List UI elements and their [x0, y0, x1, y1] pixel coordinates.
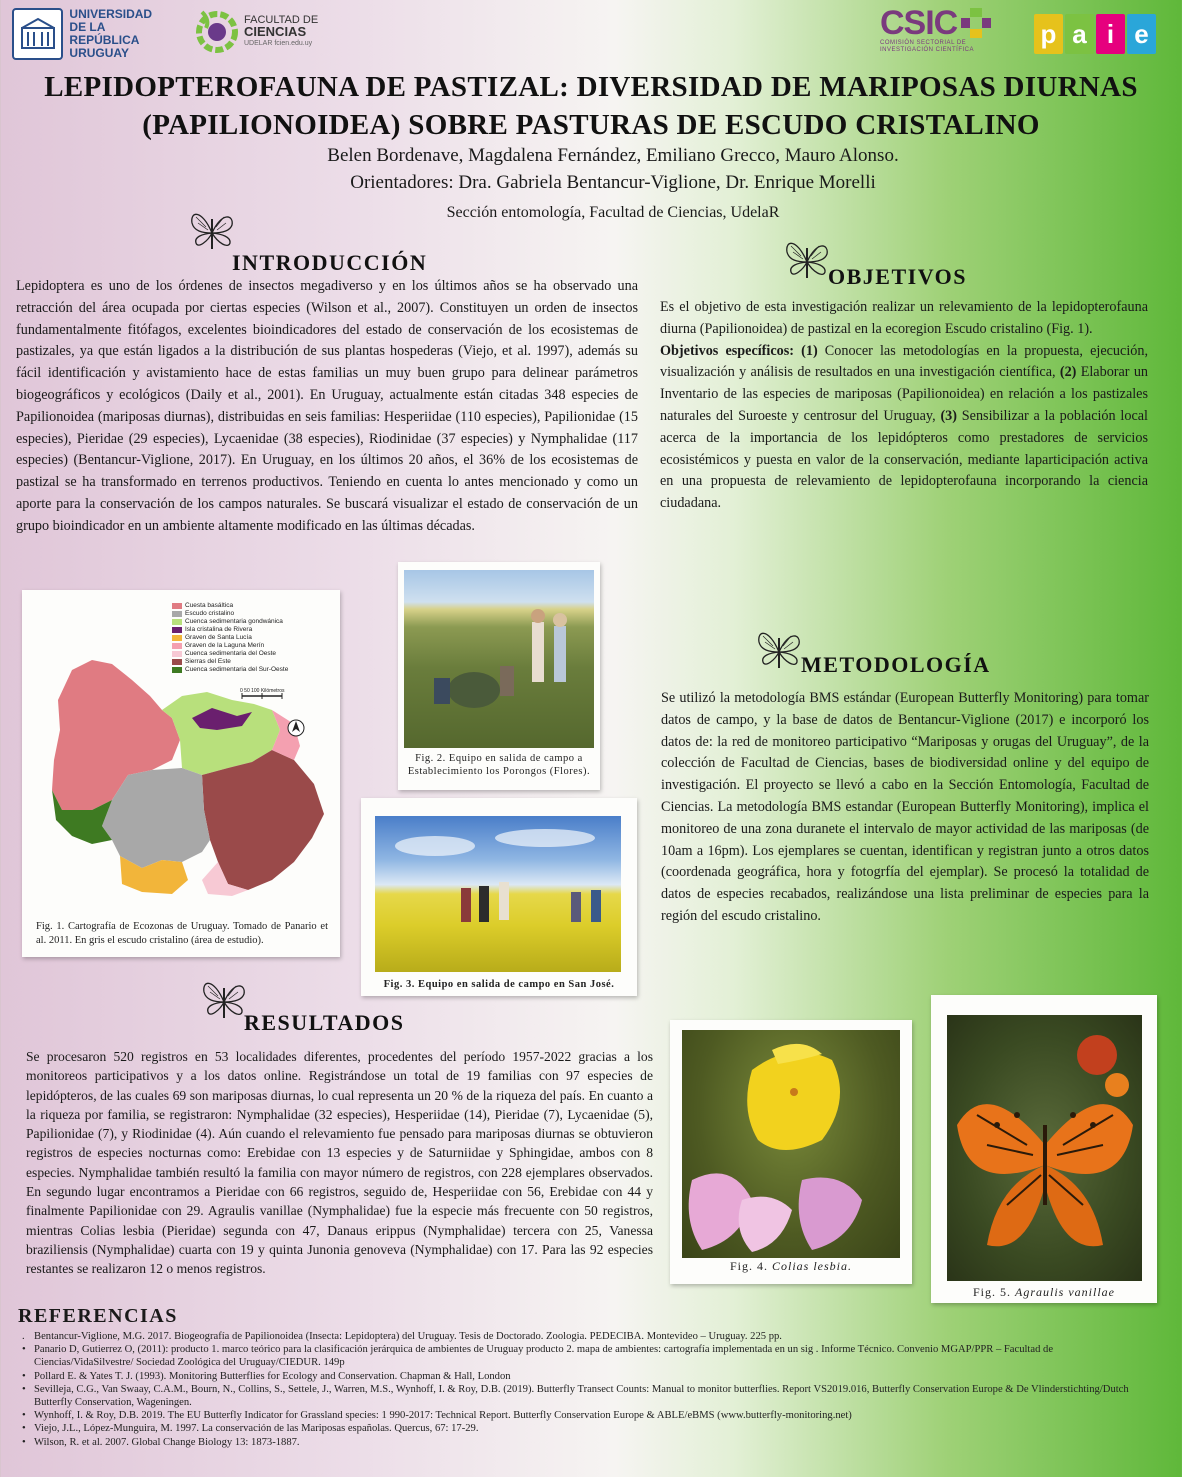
legend-item: Cuenca sedimentaria del Oeste — [172, 650, 288, 658]
objetivos-heading: OBJETIVOS — [828, 264, 967, 289]
resultados-heading: RESULTADOS — [244, 1010, 405, 1035]
figure-3-caption: Fig. 3. Equipo en salida de campo en San José. — [383, 979, 615, 990]
intro-text: Lepidoptera es uno de los órdenes de insectos megadiverso y en los últimos años se ha observado una retracción del área ocupada por ciertas especies (Wilson et al., 2007). Constituyen un orden de insectos fundamentalmente fitófagos, excelentes bioindicadores del estado de conservación de los ecosistemas de pastizales, ya que están ligados a la distribución de sus plantas hospederas (Viejo, et al. 1997), además su fácil identificación y avistamiento hace de estas familias un muy buen grupo para delinear parámetros biogeográficos y ecológicos (Daily et al., 2001). En Uruguay, actualmente están citadas 348 especies de Papilionoidea (mariposas diurnas), distribuidas en seis familias: Hesperiidae (110 especies), Papilionidae (15 especies), Pieridae (29 especies), Lycaenidae (38 especies), Riodinidae (37 especies) y Nymphalidae (117 especies) (Bentancur-Viglione, 2017). En Uruguay, en los últimos 20 años, el 36% de los ecosistemas de pastizal se ha transformado en terrenos productivos. Teniendo en cuenta lo antes mencionado y como un aporte para la conservación de los campos naturales. Se buscará visualizar el estado de conservación de un grupo bioindicador en un ambiente altamente modificado en las últimas décadas. — [16, 278, 638, 534]
agraulis-vanillae-photo — [947, 1015, 1142, 1281]
reference-list — [20, 1330, 1148, 1449]
fcien-name: FACULTAD DE CIENCIAS UDELAR fcien.edu.uy — [244, 14, 319, 47]
figure-1-map — [22, 590, 340, 957]
objetivo-general: Es el objetivo de esta investigación realizar un relevamiento de la lepidopterofauna diurna (Papilionoidea) de pastizal en la ecoregion Escudo cristalino (Fig. 1). — [660, 299, 1148, 337]
legend-item: Cuenca sedimentaria gondwánica — [172, 618, 288, 626]
objetivos-especificos-label: Objetivos específicos: — [660, 342, 794, 359]
figure-5 — [931, 995, 1157, 1303]
referencias-heading: REFERENCIAS — [18, 1305, 178, 1327]
fcien-leaf-icon — [194, 6, 240, 58]
paie-letter-p: p — [1034, 14, 1063, 54]
objetivo-3: Sensibilizar a la población local acerca de la importancia de los lepidópteros como prestadores de servicios ecosistémicos y puesta en valor de la conservación, mediante laparticipación activa en una propuesta de relevamiento de lepidopterofauna incorporando la ciencia ciudadana. — [660, 407, 1148, 512]
udelar-seal-icon — [12, 8, 63, 60]
fcien-logo — [194, 4, 344, 60]
obj-num-2: (2) — [1059, 364, 1077, 381]
figure-1-caption: Fig. 1. Cartografía de Ecozonas de Uruguay. Tomado de Panario et al. 2011. En gris el escudo cristalino (área de estudio). — [36, 921, 328, 946]
figure-2-caption: Fig. 2. Equipo en salida de campo a Establecimiento los Porongos (Flores). — [407, 753, 591, 777]
reference-item: • Sevilleja, C.G., Van Swaay, C.A.M., Bourn, N., Collins, S., Settele, J., Warren, M.S., Wynhoff, I. & Roy, D.B. (2019). Butterfly Transect Counts: Manual to monitor butterflies. Report VS2019.016, Butterfly Conservation Europe & De Vlinderstichting/Dutch Butterfly Conservation, Wageningen. — [22, 1383, 1129, 1409]
obj-num-3: (3) — [940, 407, 957, 424]
paie-letter-a: a — [1065, 14, 1094, 54]
butterfly-icon — [783, 234, 831, 284]
udelar-logo — [12, 6, 177, 62]
figure-4 — [670, 1020, 912, 1284]
map-legend — [172, 602, 288, 674]
csic-logo: CSIC COMISIÓN SECTORIAL DE INVESTIGACIÓN CIENTÍFICA — [880, 6, 1000, 58]
authors: Belen Bordenave, Magdalena Fernández, Emiliano Grecco, Mauro Alonso. — [327, 145, 899, 166]
butterfly-icon — [200, 974, 248, 1024]
legend-item: Cuesta basáltica — [172, 602, 288, 610]
legend-item: Escudo cristalino — [172, 610, 288, 618]
figure-2 — [398, 562, 600, 790]
map-scale-label: 0 50 100 Kilómetros — [240, 688, 285, 694]
figure-3 — [361, 798, 637, 996]
reference-item: • Wynhoff, I. & Roy, D.B. 2019. The EU Butterfly Indicator for Grassland species: 1 990-2017: Technical Report. Butterfly Conservation Europe & ABLE/eBMS (www.butterfly-monitoring.net) — [22, 1410, 852, 1422]
canola-field-photo — [375, 816, 621, 972]
reference-item: • Wilson, R. et al. 2007. Global Change Biology 13: 1873-1887. — [22, 1436, 300, 1448]
udelar-name: UNIVERSIDAD DE LA REPÚBLICA URUGUAY — [69, 7, 153, 60]
intro-heading: INTRODUCCIÓN — [232, 250, 428, 275]
objetivos-text — [660, 297, 1148, 515]
butterfly-icon — [188, 205, 236, 255]
metodologia-heading: METODOLOGÍA — [801, 652, 991, 677]
legend-item: Cuenca sedimentaria del Sur-Oeste — [172, 666, 288, 674]
paie-letter-e: e — [1127, 14, 1156, 54]
figure-4-caption: Fig. 4. Colias lesbia. — [729, 1259, 853, 1273]
figure-5-caption: Fig. 5. Agraulis vanillae — [972, 1285, 1115, 1299]
reference-item: . Bentancur-Viglione, M.G. 2017. Biogeografía de Papilionoidea (Insecta: Lepidoptera) del Uruguay. Tesis de Doctorado. Zoologia. PEDECIBA. Montevideo – Uruguay. 225 pp. — [22, 1331, 782, 1342]
csic-squares-icon — [961, 8, 991, 38]
objetivo-1: Conocer las metodologías en la propuesta, ejecución, visualización y análisis de resultados en una investigación científica, — [660, 342, 1148, 381]
resultados-text: Se procesaron 520 registros en 53 localidades diferentes, procedentes del período 1957-2022 gracias a los monitoreos participativos y a los datos online. Registrándose un total de 19 familias con 97 especies de lepidópteros, de las cuales 69 son mariposas diurnas, lo cual representa un 20 % de la riqueza del país. En cuanto a la riqueza por familia, se registraron: Nymphalidae (32 especies), Hesperiidae (14), Pieridae (7), Lycaenidae (5), Papilionidae (7), y Riodinidae (4). Aún cuando el relevamiento fue pensado para mariposas diurnas se obtuvieron registros de especies nocturnas como: Erebidae con 13 especies y de Saturniidae y Sphingidae, ambos con 8 especies. Nymphalidae también resultó la familia con mayor número de registros, con 228 ejemplares observados. En segundo lugar encontramos a Pieridae con 66 registros, seguido de, Hesperiidae con 56, Erebidae con 44 y finalmente Papilionidae con 29. Agraulis vanillae (Nymphalidae) fue la especie más frecuente con 50 registros, mientras Colias lesbia (Pieridae) segunda con 47, Danaus erippus (Nymphalidae) tercera con 25, Vanessa braziliensis (Nymphalidae) cuarta con 19 y quinta Junonia genoveva (Nymphalidae) con 17. Para las 92 especies restantes se realizaron 12 o menos registros. — [26, 1049, 653, 1277]
affiliation: Sección entomología, Facultad de Ciencias, UdelaR — [446, 204, 780, 221]
advisors: Orientadores: Dra. Gabriela Bentancur-Viglione, Dr. Enrique Morelli — [350, 172, 876, 193]
legend-item: Sierras del Este — [172, 658, 288, 666]
poster-title: LEPIDOPTEROFAUNA DE PASTIZAL: DIVERSIDAD DE MARIPOSAS DIURNAS (PAPILIONOIDEA) SOBRE PASTURAS DE ESCUDO CRISTALINO — [44, 71, 1138, 141]
legend-item: Graven de la Laguna Merín — [172, 642, 288, 650]
objetivo-2: Elaborar un Inventario de las especies de mariposas (Papilionoidea) en relación a los pastizales naturales del Suroeste y centrosur del Uruguay, — [660, 364, 1149, 424]
legend-item: Isla cristalina de Rivera — [172, 626, 288, 634]
paie-letter-i: i — [1096, 14, 1125, 54]
metodologia-text: Se utilizó la metodología BMS estándar (European Butterfly Monitoring) para tomar datos de campo, y la base de datos de Bentancur-Viglione (2017) e incorporó los datos de: la red de monitoreo participativo “Mariposas y orugas del Uruguay”, de la colección de Facultad de Ciencias, bases de biodiversidad online y del equipo de investigación. El proyecto se llevó a cabo en la Sección Entomología, Facultad de Ciencias. La metodología BMS estandar (European Butterfly Monitoring), implica el monitoreo de una zona duranete el intervalo de mayor actividad de las mariposas (de 10am a 16pm). Los ejemplares se cuentan, identifican y registran junto a otros datos (coordenada geográfica, hora y fotogrfía del ejemplar). Se procesó la totalidad de datos de especies recabados, realizándose una lista preliminar de especies para la región del escudo cristalino. — [661, 690, 1149, 924]
butterfly-icon — [755, 624, 803, 674]
reference-item: • Pollard E. & Yates T. J. (1993). Monitoring Butterflies for Ecology and Conservation. Chapman & Hall, London — [22, 1370, 511, 1382]
legend-item: Graven de Santa Lucía — [172, 634, 288, 642]
field-team-photo — [404, 570, 594, 748]
reference-item: • Panario D, Gutierrez O, (2011): producto 1. marco teórico para la clasificación jerárquica de ambientes de Uruguay producto 2. mapa de ambientes: cartografía implementada en un sig . Informe Técnico. Convenio MGAP/PPR – Facultad de Ciencias/VidaSilvestre/ Sociedad Zoológica del Uruguay/CIEDUR. 149p — [22, 1344, 1054, 1369]
obj-num-1: (1) — [801, 342, 818, 359]
colias-lesbia-photo — [682, 1030, 900, 1258]
paie-logo — [1034, 14, 1156, 54]
reference-item: • Viejo, J.L., López-Munguira, M. 1997. La conservación de las Mariposas españolas. Quercus, 67: 17-29. — [22, 1423, 479, 1435]
